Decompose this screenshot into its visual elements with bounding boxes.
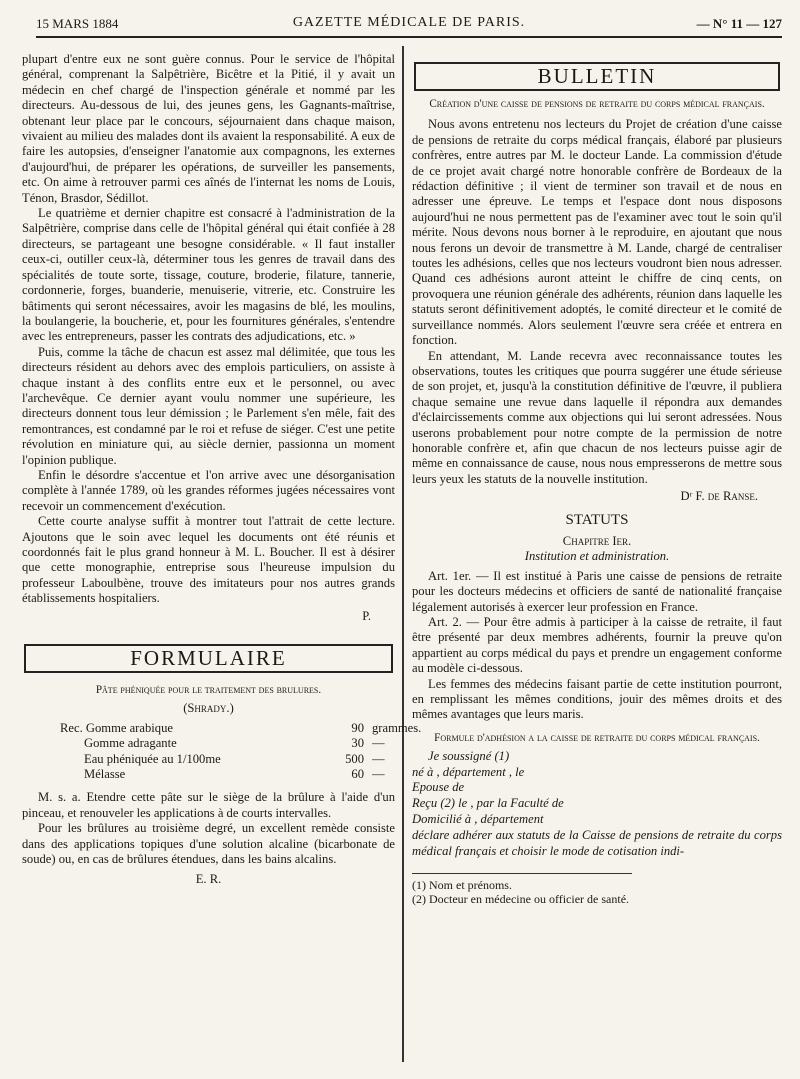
page-header (36, 10, 782, 38)
header-page-number: — N° 11 — 127 (696, 16, 782, 31)
recipe-ingredient: Mélasse (84, 767, 126, 782)
chapter-title: Institution et administration. (524, 549, 670, 564)
recipe-table (60, 720, 422, 783)
paragraph: En attendant, M. Lande recevra avec reconnaissance toutes les observations, toutes les critiques que pourra suggérer une étude sérieuse de son projet, et, jusqu'à la constitution définitive de l'œuvre, il publiera chaque semaine une revue dans laquelle il répondra aux demandes d'éclaircissements comme aux objections qui lui seront adressées. Nous userons probablement pour notre compte de la permission de notre honorable confrère et, afin que chacun de nos lecteurs puisse agir de même en connaissance de cause, nous nous empresserons de mettre sous leurs yeux les statuts de la nouvelle institution. (412, 348, 782, 486)
header-date: 15 MARS 1884 (36, 16, 119, 31)
bulletin-subhead: Création d'une caisse de pensions de retraite du corps médical français. (429, 98, 765, 111)
recipe-quantity: 500 (345, 751, 364, 766)
column-divider (402, 46, 404, 1062)
paragraph: plupart d'entre eux ne sont guère connus. Pour le service de l'hôpital général, comprenant la Salpêtrière, Bicêtre et la Pitié, il y avait un médecin en chef chargé de l'inspection générale et nommé par les directeurs. Au-dessous de lui, des jeunes gens, les Gagnants-maîtrise, obtenant leur place par le concours, séjournaient dans chaque maison, vivaient au milieu des malades dont ils avaient la responsabilité. A eux de faire les autopsies, d'enseigner l'anatomie aux compagnons, les externes d'aujourd'hui, de préparer les opérations, de surveiller les pansements, etc. On aime à retrouver parmi ces aînés de l'internat les noms de Louis, Ténon, Brasdor, Sédillot. (22, 52, 395, 205)
form-line: Domicilié à , département (412, 812, 544, 827)
paragraph: Le quatrième et dernier chapitre est consacré à l'administration de la Salpêtrière, comprise dans celle de l'hôpital général qui était confiée à 28 directeurs, se partageant une besogne considérable. « Il faut installer ceux-ci, outiller ceux-là, déterminer tous les genres de travail dans des spécialités de toute sorte, tissage, couture, broderie, filature, tannerie, cordonnerie, forges, buanderie, menuiserie, vitrerie, etc. Construire les bâtiments qui seront nécessaires, avoir les magasins de blé, les moulins, la boulangerie, la boucherie, et, pour les fournitures générales, s'entendre avec les entrepreneurs, passer les contrats des adjudications, etc. » (22, 206, 395, 344)
paragraph: Puis, comme la tâche de chacun est assez mal délimitée, que tous les directeurs résident au dehors avec des emplois particuliers, on assiste à chaque instant à des conflits entre eux et le personnel, ou avec l'archevêque. Ce dernier ayant voulu nommer une supérieure, les directeurs donnent tous leur démission ; le Parlement s'en mêle, fait des remontrances, est condamné par le roi et refuse de siéger. C'est une petite révolution en miniature qui, au siècle dernier, passionna un moment l'opinion publique. (22, 344, 395, 467)
recipe-dots (244, 752, 274, 767)
paragraph: M. s. a. Etendre cette pâte sur le siège de la brûlure à l'aide d'un pinceau, et renouveler les applications à de courts intervalles. (22, 790, 395, 820)
recipe-quantity: 90 (351, 720, 364, 735)
adhesion-form (412, 749, 782, 860)
formulaire-subhead: Pâte phéniquée pour le traitement des brulures. (95, 684, 322, 697)
recipe-unit: — (372, 767, 385, 782)
paragraph: Enfin le désordre s'accentue et l'on arrive avec une désorganisation complète à l'année 1789, où les grandes réformes jugées nécessaires vont recevoir un commencement d'exécution. (22, 467, 395, 513)
recipe-ingredient: Eau phéniquée au 1/100me (84, 751, 221, 766)
signature: Dʳ F. de Ranse. (680, 489, 758, 504)
recipe-ingredient: Rec. Gomme arabique (60, 720, 173, 735)
recipe-ingredient: Gomme adragante (84, 736, 177, 751)
paragraph: Les femmes des médecins faisant partie de cette institution pourront, en remplissant les mêmes conditions, jouir des mêmes droits et des mêmes avantages que leurs maris. (412, 676, 782, 722)
chapter-heading: Chapitre Ier. (562, 533, 632, 548)
recipe-dots (244, 721, 274, 736)
paragraph: Cette courte analyse suffit à montrer tout l'attrait de cette lecture. Ajoutons que le soin avec lequel les documents ont été réunis et coordonnés fait le plus grand honneur à M. L. Boucher. Il est à désirer que cette monographie, entreprise sous l'heureuse impulsion du professeur Laboulbène, trouve des imitateurs pour nos autres grands établissements hospitaliers. (22, 514, 395, 606)
recipe-unit: — (372, 736, 385, 751)
signature: E. R. (195, 871, 222, 886)
paragraph: Nous avons entretenu nos lecteurs du Projet de création d'une caisse de pensions de retraite du corps médical français, élaboré par plusieurs confrères, entre autres par M. le docteur Lande. La commission d'étude de ce projet avait chargé notre honorable confrère de Bordeaux de la rédaction définitive ; il vient de terminer son travail et de nous en adresser une épreuve. Le temps et l'espace dont nous disposons aujourd'hui ne nous permettent pas de l'examiner avec tout le soin qu'il mérite. Nous devons nous borner à le reproduire, en ajoutant que nous nous ferons un devoir de transmettre à M. Lande, chargé de centraliser toutes les adhésions, celles que nos lecteurs voudront bien nous adresser. Quand ces adhésions auront atteint le chiffre de cinq cents, on provoquera une réunion générale des adhérents, réunion dans laquelle les statuts seront définitivement adoptés, le comité directeur et le comité de surveillance nommés. Alors seulement l'œuvre sera créée et entrera en fonction. (412, 117, 782, 348)
form-line: Epouse de (412, 780, 465, 795)
form-line: Je soussigné (1) (428, 748, 510, 763)
article: Art. 2. — Pour être admis à participer à la caisse de retraite, il faut être présenté par deux membres adhérents, fournir la preuve qu'on appartient au corps médical du pays et prendre un engagement conforme au modèle ci-dessous. (412, 615, 782, 676)
header-title: GAZETTE MÉDICALE DE PARIS. (292, 15, 526, 30)
recipe-dots (244, 767, 274, 782)
right-column (412, 52, 782, 906)
signature: P. (362, 608, 371, 623)
article: Art. 1er. — Il est institué à Paris une caisse de pensions de retraite pour les docteurs médecins et officiers de santé de nationalité française légalement autorisés à exercer leur profession en France. (412, 568, 782, 614)
recipe-unit: — (372, 751, 385, 766)
formulaire-author: (Shrady.) (183, 701, 234, 716)
recipe-quantity: 60 (351, 767, 364, 782)
recipe-dots (244, 736, 274, 751)
left-column (22, 52, 422, 887)
footnote: (1) Nom et prénoms. (412, 878, 512, 893)
form-line: déclare adhérer aux statuts de la Caisse de pensions de retraite du corps médical français et choisir le mode de cotisation indi- (412, 827, 782, 858)
footnote: (2) Docteur en médecine ou officier de santé. (412, 892, 630, 907)
formulaire-heading: FORMULAIRE (24, 644, 393, 673)
footnotes (412, 873, 632, 906)
form-heading: Formule d'adhésion a la caisse de retraite du corps médical français. (434, 731, 760, 744)
paragraph: Pour les brûlures au troisième degré, un excellent remède consiste dans des applications topiques d'une solution alcaline (bicarbonate de soude) ou, en cas de brûlures étendues, dans les bains alcalins. (22, 821, 395, 867)
bulletin-heading: BULLETIN (414, 62, 780, 91)
statuts-heading: STATUTS (565, 511, 629, 528)
recipe-unit: grammes. (372, 720, 422, 735)
form-line: né à , département , le (412, 764, 525, 779)
form-line: Reçu (2) le , par la Faculté de (412, 796, 564, 811)
recipe-quantity: 30 (351, 736, 364, 751)
